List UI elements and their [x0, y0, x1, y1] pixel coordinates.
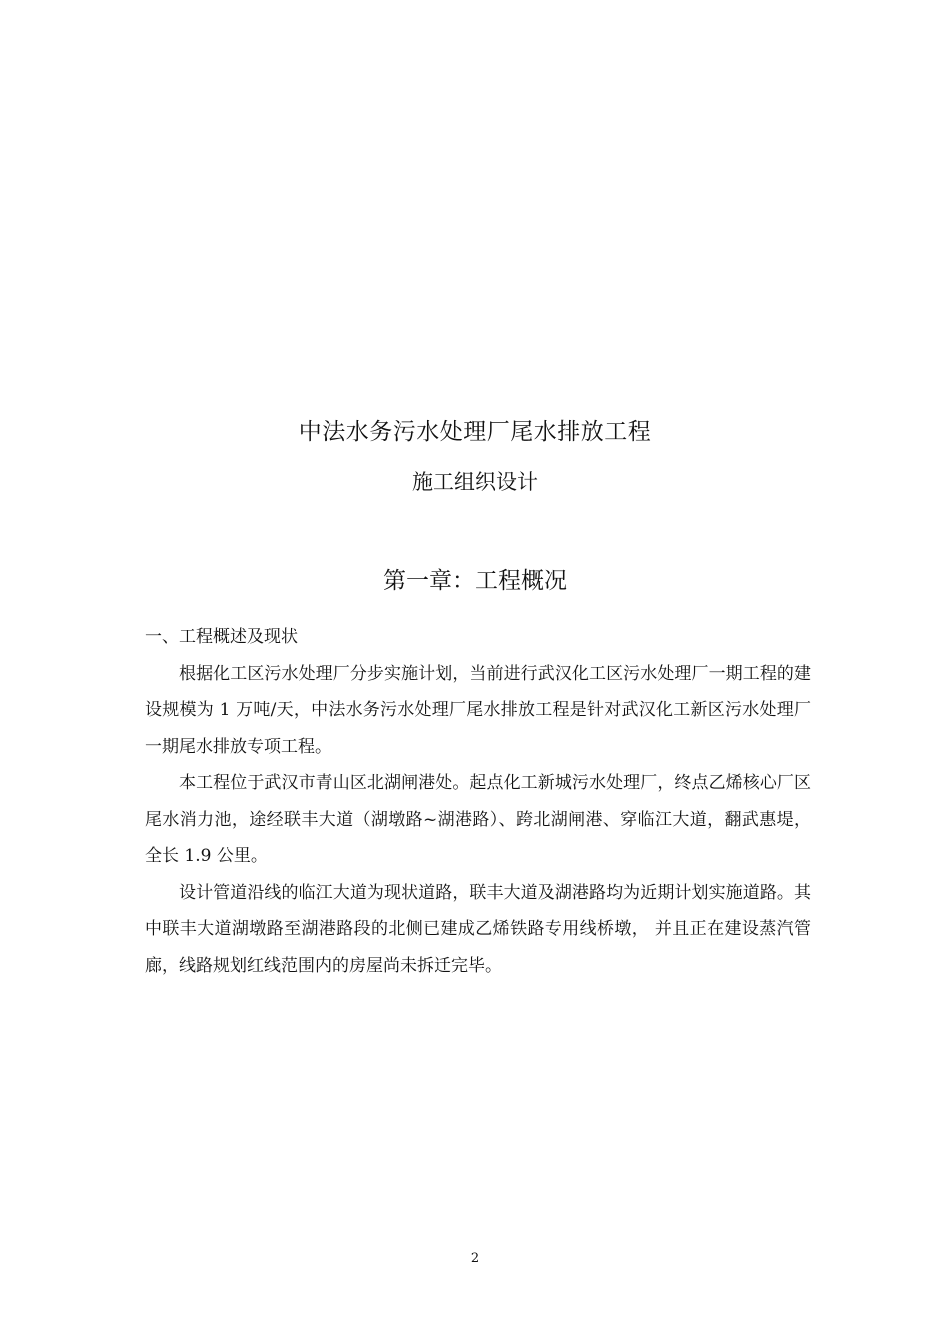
paragraph-2: 本工程位于武汉市青山区北湖闸港处。起点化工新城污水处理厂，终点乙烯核心厂区尾水消力池，途经联丰大道（湖墩路~湖港路）、跨北湖闸港、穿临江大道，翻武惠堤，全长 1.9 公里。: [145, 773, 811, 866]
paragraph-1: 根据化工区污水处理厂分步实施计划，当前进行武汉化工区污水处理厂一期工程的建设规模为 1 万吨/天，中法水务污水处理厂尾水排放工程是针对武汉化工新区污水处理厂一期尾水排放专项工程。: [145, 663, 811, 757]
document-subtitle: 施工组织设计: [412, 470, 538, 494]
section-content: [145, 619, 811, 984]
section-heading: 一、工程概述及现状: [145, 627, 298, 647]
document-title: 中法水务污水处理厂尾水排放工程: [298, 419, 652, 445]
page-number: 2: [470, 1251, 480, 1266]
chapter-title: 第一章：工程概况: [383, 568, 567, 594]
paragraph-3: 设计管道沿线的临江大道为现状道路，联丰大道及湖港路均为近期计划实施道路。其中联丰大道湖墩路至湖港路段的北侧已建成乙烯铁路专用线桥墩， 并且正在建设蒸汽管廊，线路规划红线范围内的房屋尚未拆迁完毕。: [145, 882, 811, 976]
